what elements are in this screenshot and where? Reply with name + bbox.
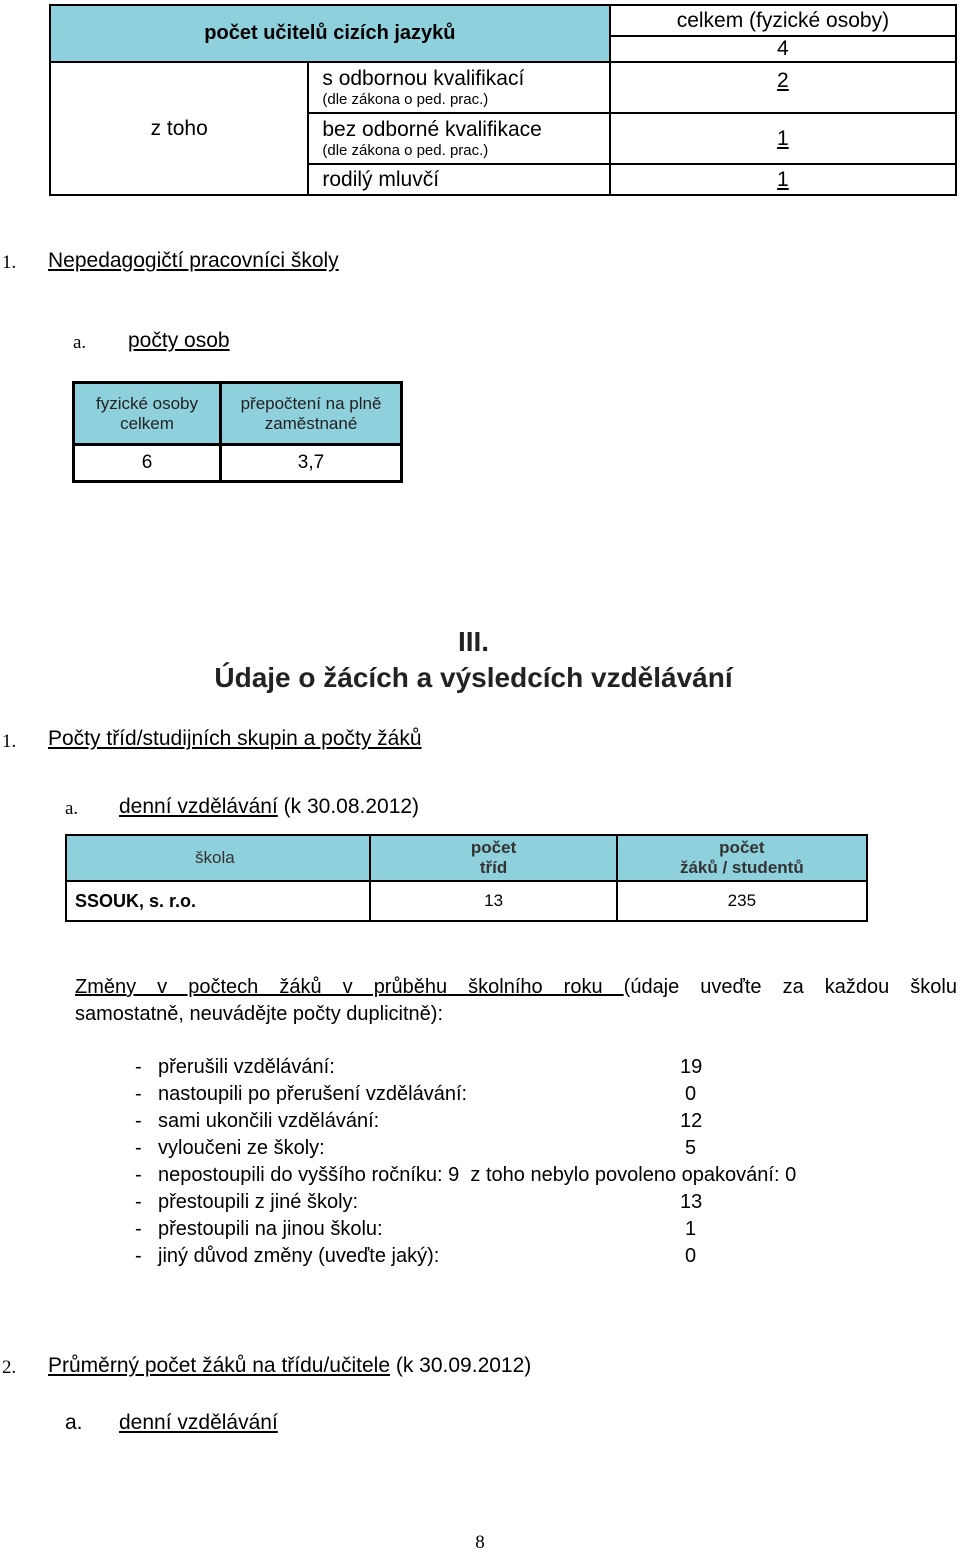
chapter-roman: III. — [457, 626, 490, 657]
section-title: Počty tříd/studijních skupin a počty žáků — [48, 727, 422, 750]
list-item — [135, 1164, 797, 1187]
subsection-letter: a. — [65, 1411, 83, 1434]
item-label: vyloučeni ze školy: — [158, 1137, 325, 1159]
classes-col-students-line2: žáků / studentů — [679, 858, 804, 877]
classes-col-count — [370, 835, 616, 881]
classes-col-school: škola — [66, 835, 370, 881]
dash: - — [135, 1245, 142, 1267]
unqualified-cell — [308, 113, 609, 164]
item-value: 13 — [680, 1191, 703, 1213]
item-label: jiný důvod změny (uveďte jaký): — [158, 1245, 440, 1267]
section-heading — [48, 1354, 531, 1378]
school-name: SSOUK, s. r.o. — [66, 881, 370, 921]
dash: - — [135, 1218, 142, 1240]
list-item — [135, 1218, 697, 1241]
item-value: 5 — [685, 1137, 697, 1159]
item-value: 12 — [680, 1110, 703, 1132]
dash: - — [135, 1191, 142, 1213]
classes-col-students — [617, 835, 867, 881]
item-value: 0 — [685, 1245, 697, 1267]
item-label: nastoupili po přerušení vzdělávání: — [158, 1083, 468, 1105]
classes-col-count-line2: tříd — [479, 858, 508, 877]
item-value: 1 — [685, 1218, 697, 1240]
changes-heading-line2: samostatně, neuvádějte počty duplicitně): — [75, 1003, 443, 1025]
section-number: 1. — [2, 252, 17, 273]
qualified-label: s odbornou kvalifikací — [322, 67, 525, 90]
list-item — [135, 1245, 697, 1268]
item-label: nepostoupili do vyššího ročníku: 9 z toho nebylo povoleno opakování: 0 — [158, 1164, 797, 1186]
section-date: (k 30.09.2012) — [390, 1354, 532, 1377]
staff-col-fte: přepočtení na plně zaměstnané — [221, 383, 402, 445]
total-label: celkem (fyzické osoby) — [610, 5, 956, 36]
list-item — [135, 1191, 703, 1214]
item-value: 0 — [685, 1083, 697, 1105]
of-which-label: z toho — [50, 62, 308, 195]
section-number: 2. — [2, 1357, 17, 1378]
list-item — [135, 1083, 697, 1106]
qualified-cell — [308, 62, 609, 113]
subsection-title: denní vzdělávání — [119, 1411, 278, 1434]
section-title: Nepedagogičtí pracovníci školy — [48, 249, 339, 272]
item-value: 19 — [680, 1056, 703, 1078]
item-label: přestoupili z jiné školy: — [158, 1191, 359, 1213]
subsection-letter: a. — [73, 332, 87, 353]
native-label: rodilý mluvčí — [308, 164, 609, 195]
unqualified-value: 1 — [610, 113, 956, 164]
staff-physical-value: 6 — [74, 445, 221, 482]
staff-fte-value: 3,7 — [221, 445, 402, 482]
section-number: 1. — [2, 731, 17, 752]
subsection-date: (k 30.08.2012) — [277, 795, 420, 818]
dash: - — [135, 1110, 142, 1132]
qualified-value: 2 — [610, 62, 956, 113]
teachers-table-title: počet učitelů cizích jazyků — [50, 5, 610, 62]
list-item — [135, 1110, 703, 1133]
classes-col-students-line1: počet — [719, 838, 765, 857]
dash: - — [135, 1164, 142, 1186]
classes-count-value: 13 — [370, 881, 616, 921]
dash: - — [135, 1056, 142, 1078]
classes-col-count-line1: počet — [470, 838, 517, 857]
list-item — [135, 1137, 697, 1160]
qualified-note: (dle zákona o ped. prac.) — [322, 91, 489, 108]
subsection-title: počty osob — [128, 329, 230, 352]
changes-heading-rest: (údaje uveďte za každou školu — [623, 976, 957, 998]
item-label: přestoupili na jinou školu: — [158, 1218, 383, 1240]
list-item — [135, 1056, 703, 1079]
classes-table — [65, 834, 868, 922]
unqualified-note: (dle zákona o ped. prac.) — [322, 142, 489, 159]
subsection-letter: a. — [65, 798, 79, 819]
subsection-heading — [119, 795, 419, 819]
subsection-title: denní vzdělávání — [119, 795, 278, 818]
changes-heading-underlined: Změny v počtech žáků v průběhu školního roku — [75, 976, 624, 998]
item-label: přerušili vzdělávání: — [158, 1056, 335, 1078]
section-title: Průměrný počet žáků na třídu/učitele — [48, 1354, 391, 1377]
item-label: sami ukončili vzdělávání: — [158, 1110, 380, 1132]
total-value: 4 — [610, 36, 956, 62]
staff-count-table — [72, 381, 403, 483]
unqualified-label: bez odborné kvalifikace — [322, 118, 542, 141]
chapter-title: Údaje o žácích a výsledcích vzdělávání — [214, 662, 733, 693]
changes-heading — [75, 976, 957, 999]
dash: - — [135, 1137, 142, 1159]
staff-col-physical: fyzické osoby celkem — [74, 383, 221, 445]
language-teachers-table — [49, 4, 957, 196]
students-count-value: 235 — [617, 881, 867, 921]
page-number: 8 — [475, 1532, 485, 1553]
dash: - — [135, 1083, 142, 1105]
native-value: 1 — [610, 164, 956, 195]
